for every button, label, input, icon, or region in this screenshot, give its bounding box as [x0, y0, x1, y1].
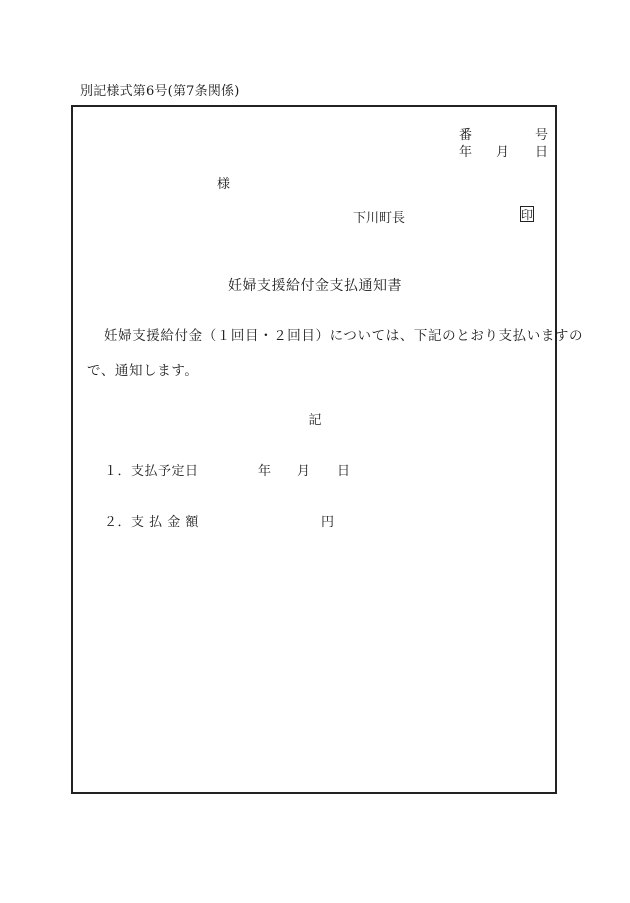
- item1-year-label: 年: [258, 464, 272, 479]
- item1-label: １．支払予定日: [104, 464, 199, 479]
- seal-mark: 印: [521, 208, 534, 222]
- item2-unit: 円: [321, 515, 335, 530]
- document-title: 妊婦支援給付金支払通知書: [228, 278, 402, 294]
- form-reference: 別記様式第6号(第7条関係): [80, 84, 240, 99]
- item1-day-label: 日: [337, 464, 351, 479]
- number-label-go: 号: [535, 128, 549, 143]
- date-day-label: 日: [535, 145, 549, 160]
- number-label-ban: 番: [459, 128, 473, 143]
- date-year-label: 年: [459, 145, 473, 160]
- date-month-label: 月: [496, 145, 510, 160]
- body-text-line-2: で、通知します。: [87, 363, 199, 379]
- issuer-name: 下川町長: [353, 211, 406, 226]
- item2-label: ２．支 払 金 額: [104, 515, 199, 530]
- item1-month-label: 月: [297, 464, 311, 479]
- ki-heading: 記: [308, 413, 322, 428]
- addressee-suffix: 様: [217, 177, 231, 192]
- document-frame: [71, 105, 557, 794]
- body-text-line-1: 妊婦支援給付金（１回目・２回目）については、下記のとおり支払いますの: [104, 328, 584, 344]
